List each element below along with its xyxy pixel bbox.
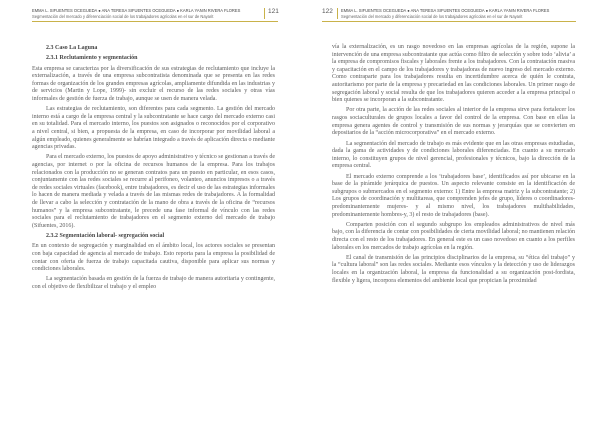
right-text-column [332, 44, 575, 285]
header-divider [264, 8, 265, 19]
header-title: Segmentación del mercado y diferenciación social de los trabajadores agrícolas en el sur de Nayarit [341, 14, 523, 19]
header-divider [337, 8, 338, 19]
paragraph: La segmentación basada en gestión de la fuerza de trabajo de manera autoritaria y contingente, con el objetivo de flexibilizar el trabajo y el empleo [32, 276, 275, 291]
page-number: 122 [322, 8, 333, 15]
paragraph: vía la externalización, es un rasgo novedoso en las empresas agrícolas de la región, supone la intervención de una empresa subcontratante que actúa como filtro de selección y sobre todo ‘alivia’ a la empresa de compromisos fiscales y laborales frente a los trabajadores. Con la contratación masiva y capacitación en el campo de los trabajadores y trabajadoras de nuevo ingreso del mercado externo. Como contraparte para los trabajadores resulta en incertidumbre acerca de quién le contrata, autoritarismo por parte de la empresa y precariedad en las condiciones laborales. Un primer rasgo de segregación laboral y social resulta de que los trabajadores quieren acceder a la empresa principal o bien quienes se incorporan a la subcontratante. [332, 44, 575, 104]
paragraph: Las estrategias de reclutamiento, son diferentes para cada segmento. La gestión del mercado interno está a cargo de la empresa central y la subcontratante se hace cargo del mercado externo casi en su totalidad. Para el mercado interno, los puestos son asignados o reconocidos por el corporativo a nivel central, si bien, a propuesta de la empresa, en caso de incorporar por movilidad laboral a algún empleado, quienes generalmente se habrían integrado a través de aplicación directa o mediante agencias privadas. [32, 106, 275, 151]
paragraph: Comparten posición con el segundo subgrupo los empleados administrativos de nivel más bajo, con la diferencia de contar con posibilidades de cierta movilidad laboral; no mantienen relación directa con el resto de los trabajadores. En general este es un caso novedoso en cuanto a los perfiles laborales en los mercados de trabajo agrícolas en la región. [332, 221, 575, 251]
paragraph: Para el mercado externo, los puestos de apoyo administrativo y técnico se gestionan a través de agencias, por internet o por la oficina de recursos humanos de la empresa. Para los trabajos relacionados con la producción no se generan contratos para un puesto en particular, en esos casos, conjuntamente con las redes sociales se recurre al perifoneo, volanteo, anuncios impresos o a través de redes sociales virtuales (facebook), entre trabajadores, es decir el uso de las estrategias informales lo hacen de manera mediada y velada a través de las mismas redes de trabajadores. A la formalidad de llevar a cabo la selección y contratación de la mano de obra a través de la oficina de “recursos humanos” y la empresa subcontratante, le precede una fase informal de vínculo con las redes sociales para el reclutamiento de trabajadores en el segmento externo del mercado de trabajo (Sifuentes, 2016). [32, 154, 275, 229]
right-page [300, 0, 600, 440]
header-rule [322, 21, 576, 22]
header-authors: EMMA L. SIFUENTES OCEGUEDA ● ANA TERESA SIFUENTES OCEGUEDA ● KARLA YANIN RIVERA FLORES [32, 8, 241, 13]
paragraph: El mercado externo comprende a los ‘trabajadores base’, identificados así por ubicarse en la base de la pirámide jerárquica de puestos. Un aspecto relevante consiste en la identificación de subgrupos o submercados en el segmento externo: 1) Entre la empresa matriz y la subcontratante; 2) Los grupos de coordinación y multitareas, que comprenden jefes de grupo, líderes o coordinadores-predominantemente mujeres- y al mismo nivel, los trabajadores multihabilidades, predominantemente hombres-y, 3) el resto de trabajadores (base). [332, 173, 575, 218]
running-header [341, 8, 576, 20]
subsection-heading-segmentacion: 2.3.2 Segmentación laboral- segregación social [46, 233, 165, 240]
left-text-column [32, 45, 275, 292]
paragraph: El canal de transmisión de las principios disciplinarios de la empresa, su “ética del trabajo” y la “cultura laboral” son las redes sociales. Mediante esos vínculos y la detección y uso de liderazgos locales en la organización laboral, la empresa da funcionalidad a su organización post-fordista, flexible y ligera, incorpora elementos del ambiente local que propician la proximidad [332, 254, 575, 284]
header-rule [32, 21, 278, 22]
paragraph: La segmentación del mercado de trabajo es más evidente que en las otras empresas estudiadas, dada la gama de actividades y de condiciones laborales diferenciadas. En cuanto a su mercado interno, lo constituyen grupos de nivel gerencial, profesionales y técnicos, bajo la dirección de la empresa central. [332, 140, 575, 170]
paragraph: Esta empresa se caracteriza por la diversificación de sus estrategias de reclutamiento que incluye la externalización, a través de una empresa subcontratista denominada que se presenta en las redes formas de organización de los grandes empresas agrícolas, ampliamente difundida en las industrias y de servicios (Martin y Lope, 1999)- sin excluir el recurso de las redes sociales y otras vías informales de gestión de fuerza de trabajo, aunque se usen de manera velada. [32, 65, 275, 102]
header-title: Segmentación del mercado y diferenciación social de los trabajadores agrícolas en el sur de Nayarit [32, 14, 214, 19]
paragraph: En un contexto de segregación y marginalidad en el ámbito local, los actores sociales se presentan con baja capacidad de agencia al mercado de trabajo. Esto reporta para la empresa la posibilidad de contar con oferta de fuerza de trabajo capacitada cautiva, disponible para aplicar sus normas y condiciones laborales. [32, 243, 275, 273]
page-number: 121 [268, 8, 279, 15]
section-heading: 2.3 Caso La Laguna [46, 45, 98, 51]
running-header [32, 8, 262, 20]
header-authors: EMMA L. SIFUENTES OCEGUEDA ● ANA TERESA SIFUENTES OCEGUEDA ● KARLA YANIN RIVERA FLORES [341, 8, 550, 13]
subsection-heading-reclutamiento: 2.3.1 Reclutamiento y segmentación [46, 55, 138, 62]
paragraph: Por otra parte, la acción de las redes sociales al interior de la empresa sirve para fortalecer los rasgos sociaculturales de grupos locales a favor del control de la empresa. Con base en ellas la empresa genera agentes de control y transmisión de sus normas y jerarquías que se convierten en depositarios de la “acción microcorporativa” en el mercado externo. [332, 107, 575, 137]
